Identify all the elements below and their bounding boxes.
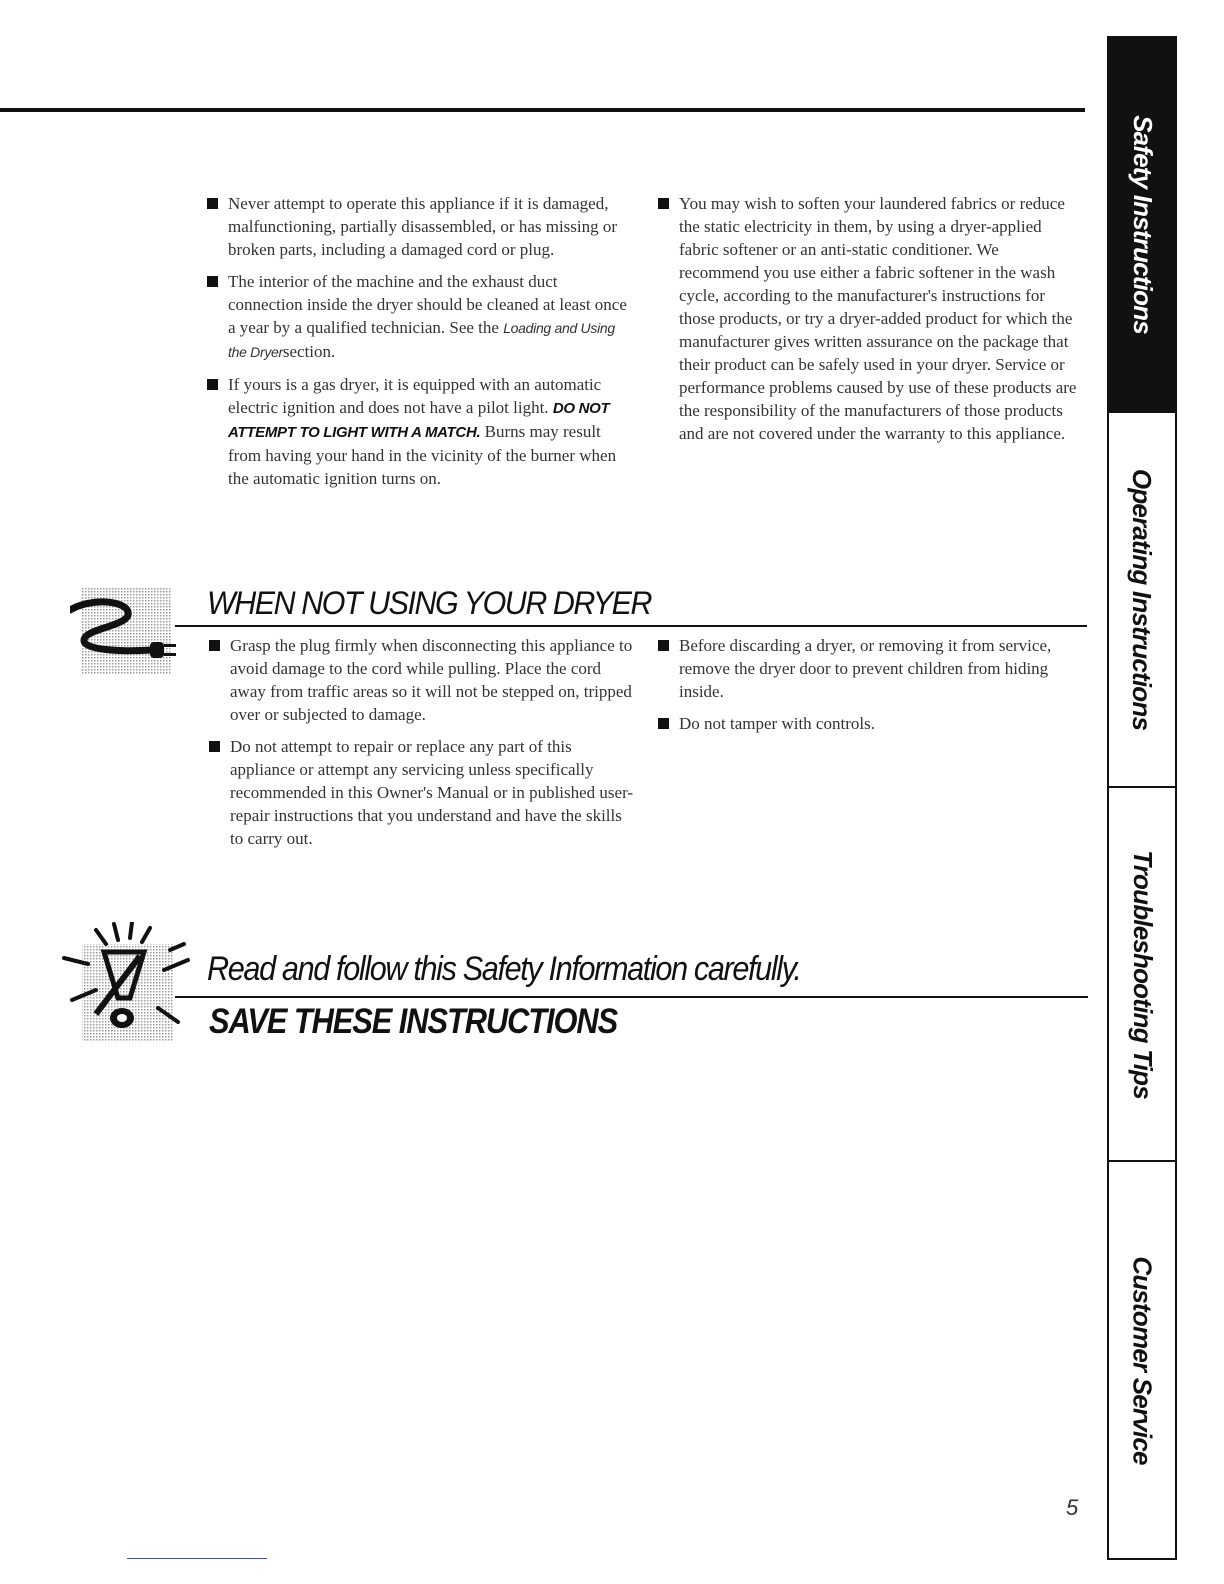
tab-label: Operating Instructions (1127, 468, 1158, 731)
bullet-text: Before discarding a dryer, or removing it from service, remove the dryer door to prevent children from hiding inside. (679, 636, 1052, 701)
safety-column-right (656, 192, 1081, 454)
bullet-item (207, 735, 639, 850)
closing-rule (175, 996, 1088, 998)
exclamation-warning-icon (60, 922, 190, 1042)
save-instructions-heading: SAVE THESE INSTRUCTIONS (209, 1002, 618, 1041)
closing-reminder: Read and follow this Safety Information carefully. (207, 950, 801, 988)
tab-operating-instructions[interactable] (1109, 413, 1175, 788)
safety-column-left (205, 192, 635, 499)
tab-safety-instructions[interactable] (1109, 38, 1175, 413)
bullet-text: Grasp the plug firmly when disconnecting this appliance to avoid damage to the cord while pulling. Place the cord away from traffic areas so it will not be stepped on, tripped over or subjected to damage. (230, 636, 633, 724)
footer-link-line (127, 1558, 267, 1559)
bullet-item (656, 192, 1081, 445)
section-tabs (1107, 36, 1177, 1560)
bullet-item (205, 192, 635, 261)
top-rule (0, 108, 1085, 112)
section-column-right (656, 634, 1076, 744)
tab-label: Safety Instructions (1127, 115, 1158, 334)
bullet-item (205, 270, 635, 364)
tab-troubleshooting-tips[interactable] (1109, 788, 1175, 1162)
bullet-item (656, 712, 1076, 735)
bullet-text: Never attempt to operate this appliance if it is damaged, malfunctioning, partially disassembled, or has missing or broken parts, including a damaged cord or plug. (228, 194, 618, 259)
bullet-item (207, 634, 639, 726)
plug-cord-icon (70, 588, 182, 674)
section-rule (175, 625, 1087, 627)
page-number: 5 (1066, 1495, 1079, 1520)
tab-customer-service[interactable] (1109, 1162, 1175, 1558)
section-heading: WHEN NOT USING YOUR DRYER (207, 585, 652, 621)
bullet-text: Do not attempt to repair or replace any part of this appliance or attempt any servicing unless specifically recommended in this Owner's Manual or in published user-repair instructions that you understand and have the skills to carry out. (230, 737, 634, 848)
tab-label: Customer Service (1127, 1255, 1158, 1465)
bullet-text: section. (282, 342, 336, 361)
bullet-item (656, 634, 1076, 703)
bullet-text: Burns may result from having your hand in the vicinity of the burner when the automatic ignition turns on. (228, 422, 617, 488)
bullet-text: You may wish to soften your laundered fabrics or reduce the static electricity in them, by using a dryer-applied fabric softener or an anti-static conditioner. We recommend you use either a fabric softener in the wash cycle, according to the manufacturer's instructions for those products, or try a dryer-added product for which the manufacturer gives written assurance on the package that their product can be safely used in your dryer. Service or performance problems caused by use of these products are the responsibility of the manufacturers of those products and are not covered under the warranty to this appliance. (679, 194, 1077, 443)
bullet-text: Do not tamper with controls. (679, 714, 875, 733)
section-column-left (207, 634, 639, 859)
bullet-text: The interior of the machine and the exhaust duct connection inside the dryer should be cleaned at least once a year by a qualified technician. See the (228, 272, 627, 337)
section-reference: Loading and Using the Dryer (228, 320, 615, 360)
tab-label: Troubleshooting Tips (1127, 849, 1158, 1099)
warning-callout: DO NOT ATTEMPT TO LIGHT WITH A MATCH. (228, 400, 610, 441)
bullet-item (205, 373, 635, 490)
bullet-text: If yours is a gas dryer, it is equipped with an automatic electric ignition and does not have a pilot light. (228, 375, 602, 417)
